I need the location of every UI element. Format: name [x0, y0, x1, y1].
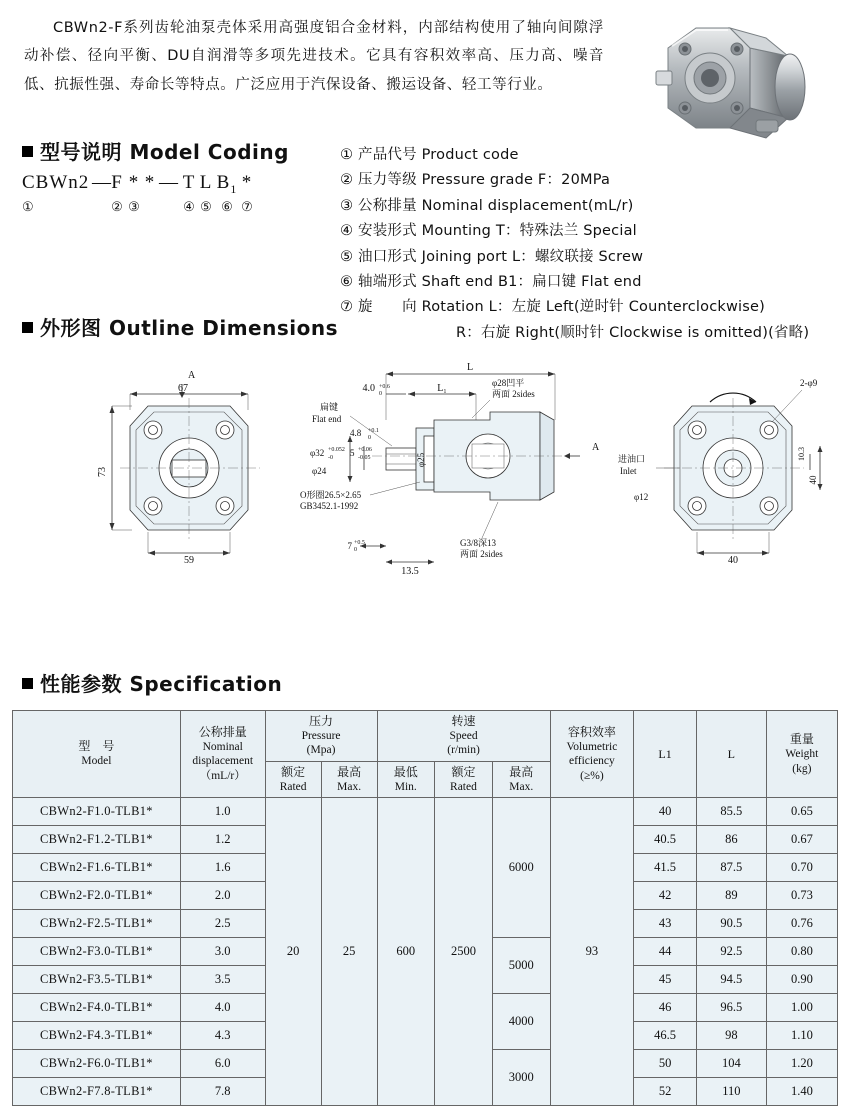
svg-text:+0.06: +0.06: [358, 447, 372, 453]
bullet-square-icon: [22, 146, 33, 157]
cell-model: CBWn2-F1.2-TLB1*: [13, 826, 181, 854]
cell-weight: 0.76: [766, 910, 837, 938]
header-displacement-unit: （mL/r）: [199, 769, 246, 782]
cell-displacement: 2.5: [180, 910, 265, 938]
header-speed-unit: (r/min): [447, 744, 480, 757]
header-displacement-cn: 公称排量: [198, 725, 247, 739]
svg-text:40: 40: [728, 555, 738, 566]
cell-weight: 1.20: [766, 1050, 837, 1078]
legend-num: ②: [340, 172, 354, 189]
header-speed: [377, 711, 550, 762]
header-weight-unit: (kg): [792, 762, 812, 775]
marker-6: ⑥: [221, 198, 233, 214]
outline-drawing: [20, 350, 830, 650]
svg-text:A: A: [592, 442, 600, 453]
cell-displacement: 7.8: [180, 1078, 265, 1106]
header-pressure-en: Pressure: [301, 730, 341, 742]
cell-model: CBWn2-F1.0-TLB1*: [13, 798, 181, 826]
code-star-3: *: [241, 172, 253, 193]
header-model-cn: 型 号: [78, 739, 115, 754]
legend-text: R：右旋 Right(顺时针 Clockwise is omitted)(省略): [456, 324, 810, 341]
header-pressure-cn: 压力: [309, 714, 334, 728]
cell-l: 85.5: [696, 798, 766, 826]
legend-num: ①: [340, 147, 354, 163]
header-speed-max: 最高 Max.: [492, 761, 550, 797]
svg-text:扁键: 扁键: [320, 402, 339, 412]
header-model: [13, 711, 181, 798]
svg-text:5: 5: [350, 448, 355, 458]
legend-text: 产品代号 Product code: [358, 147, 519, 163]
cell-model: CBWn2-F4.0-TLB1*: [13, 994, 181, 1022]
svg-text:L: L: [466, 362, 474, 373]
svg-text:13.5: 13.5: [401, 566, 419, 577]
left-view: [97, 370, 260, 566]
cell-l1: 45: [634, 966, 697, 994]
svg-text:φ32: φ32: [310, 448, 325, 458]
header-efficiency-en: Volumetric efficiency: [566, 741, 618, 768]
cell-l: 90.5: [696, 910, 766, 938]
legend-item: [340, 143, 809, 168]
cell-l1: 46.5: [634, 1022, 697, 1050]
cell-l1: 41.5: [634, 854, 697, 882]
marker-1: ①: [22, 198, 34, 214]
cell-pressure-rated: 20: [265, 798, 321, 1106]
cell-speed-max: 6000: [492, 798, 550, 938]
section-heading-outline-text: 外形图 Outline Dimensions: [40, 316, 338, 340]
svg-text:两面 2sides: 两面 2sides: [460, 549, 503, 559]
bullet-square-icon: [22, 678, 33, 689]
svg-text:10.3: 10.3: [797, 447, 806, 461]
svg-text:4.0: 4.0: [362, 383, 375, 394]
section-heading-specification-text: 性能参数 Specification: [40, 672, 283, 696]
svg-text:φ12: φ12: [634, 492, 649, 502]
svg-text:40: 40: [808, 475, 818, 485]
marker-3: ③: [128, 198, 140, 214]
header-displacement: [180, 711, 265, 798]
legend-item: [340, 245, 809, 270]
header-efficiency-cn: 容积效率: [567, 725, 616, 739]
legend-num: ⑦: [340, 299, 354, 316]
cell-l: 110: [696, 1078, 766, 1106]
cell-l1: 44: [634, 938, 697, 966]
code-star-1: *: [128, 172, 140, 193]
header-speed-en: Speed: [449, 730, 478, 742]
section-heading-model-coding: [22, 136, 289, 165]
legend-text: 安装形式 Mounting T：特殊法兰 Special: [358, 223, 637, 240]
cell-weight: 0.90: [766, 966, 837, 994]
svg-text:+0.6: +0.6: [379, 384, 390, 390]
cell-displacement: 3.5: [180, 966, 265, 994]
section-heading-model-coding-text: 型号说明 Model Coding: [40, 140, 289, 164]
legend-item: [340, 219, 809, 244]
header-weight: [766, 711, 837, 798]
cell-l: 92.5: [696, 938, 766, 966]
intro-paragraph: CBWn2-F系列齿轮油泵壳体采用高强度铝合金材料，内部结构使用了轴向间隙浮动补偿、径向平衡、DU自润滑等多项先进技术。它具有容积效率高、压力高、噪音低、抗振性强、寿命长等特点。广泛应用于汽保设备、搬运设备、轻工等行业。: [24, 20, 604, 93]
svg-text:GB3452.1-1992: GB3452.1-1992: [300, 501, 359, 511]
cell-displacement: 1.2: [180, 826, 265, 854]
header-l: L: [696, 711, 766, 798]
legend-item: [340, 295, 809, 320]
legend-item: [340, 321, 809, 346]
svg-text:φ28凹平: φ28凹平: [492, 378, 525, 388]
svg-text:-0: -0: [328, 455, 333, 461]
legend-text: 轴端形式 Shaft end B1：扁口键 Flat end: [358, 273, 642, 290]
code-pressure-grade: F: [111, 172, 123, 193]
legend-item: [340, 270, 809, 295]
marker-2: ②: [111, 198, 123, 214]
header-speed-rated: 额定 Rated: [434, 761, 492, 797]
code-mounting: T: [182, 172, 196, 193]
svg-text:4.8: 4.8: [350, 428, 362, 438]
cell-l1: 46: [634, 994, 697, 1022]
cell-displacement: 4.3: [180, 1022, 265, 1050]
header-pressure: [265, 711, 377, 762]
middle-section-view: [300, 362, 600, 577]
cell-weight: 0.65: [766, 798, 837, 826]
code-dash-1: —: [92, 172, 112, 193]
svg-text:2-φ9: 2-φ9: [800, 378, 818, 388]
header-efficiency: [550, 711, 634, 798]
svg-text:7: 7: [347, 541, 352, 551]
cell-model: CBWn2-F6.0-TLB1*: [13, 1050, 181, 1078]
svg-text:67: 67: [178, 383, 188, 394]
cell-displacement: 2.0: [180, 882, 265, 910]
table-row: [13, 798, 838, 826]
header-weight-en: Weight: [785, 748, 819, 761]
legend-text: 公称排量 Nominal displacement(mL/r): [358, 197, 634, 214]
code-shaft-end: $B_1$: [216, 172, 238, 196]
right-view: [618, 378, 823, 566]
cell-model: CBWn2-F3.5-TLB1*: [13, 966, 181, 994]
model-coding-markers: [22, 199, 322, 215]
header-model-en: Model: [81, 755, 112, 768]
legend-text: 旋 向 Rotation L：左旋 Left(逆时针 Counterclockwise): [358, 299, 765, 316]
cell-model: CBWn2-F7.8-TLB1*: [13, 1078, 181, 1106]
cell-l: 96.5: [696, 994, 766, 1022]
cell-speed-min: 600: [377, 798, 434, 1106]
marker-5: ⑤: [200, 198, 212, 214]
cell-l1: 52: [634, 1078, 697, 1106]
legend-text: 压力等级 Pressure grade F：20MPa: [358, 172, 611, 189]
header-pressure-unit: (Mpa): [306, 744, 336, 757]
header-weight-cn: 重量: [789, 732, 814, 747]
cell-l: 89: [696, 882, 766, 910]
table-body: [13, 798, 838, 1106]
header-efficiency-unit: (≥%): [580, 769, 604, 782]
cell-weight: 1.40: [766, 1078, 837, 1106]
cell-speed-rated: 2500: [434, 798, 492, 1106]
cell-displacement: 6.0: [180, 1050, 265, 1078]
svg-text:0: 0: [354, 547, 357, 553]
svg-text:-0.05: -0.05: [358, 455, 371, 461]
cell-l: 98: [696, 1022, 766, 1050]
svg-text:Inlet: Inlet: [620, 466, 637, 476]
table-header: [13, 711, 838, 798]
code-star-2: *: [144, 172, 156, 193]
legend-item: [340, 168, 809, 193]
cell-weight: 0.73: [766, 882, 837, 910]
legend-num: ⑥: [340, 273, 354, 290]
svg-text:Flat end: Flat end: [312, 414, 342, 424]
cell-model: CBWn2-F2.5-TLB1*: [13, 910, 181, 938]
svg-text:O形圈26.5×2.65: O形圈26.5×2.65: [300, 490, 362, 500]
legend-num: ③: [340, 197, 354, 214]
section-heading-specification: [22, 668, 282, 697]
svg-text:A: A: [188, 370, 196, 381]
cell-l1: 40: [634, 798, 697, 826]
svg-text:G3/8深13: G3/8深13: [460, 538, 497, 548]
cell-l: 94.5: [696, 966, 766, 994]
cell-displacement: 4.0: [180, 994, 265, 1022]
svg-text:73: 73: [97, 467, 108, 477]
cell-model: CBWn2-F3.0-TLB1*: [13, 938, 181, 966]
cell-l: 86: [696, 826, 766, 854]
cell-weight: 1.00: [766, 994, 837, 1022]
legend-num: ④: [340, 223, 354, 240]
cell-model: CBWn2-F4.3-TLB1*: [13, 1022, 181, 1050]
header-l1: L1: [634, 711, 697, 798]
svg-text:φ25: φ25: [416, 452, 426, 468]
header-pressure-rated: 额定 Rated: [265, 761, 321, 797]
svg-text:+0.5: +0.5: [354, 540, 365, 546]
cell-l: 87.5: [696, 854, 766, 882]
svg-text:+0.1: +0.1: [368, 428, 379, 434]
marker-7: ⑦: [241, 198, 253, 214]
cell-speed-max: 5000: [492, 938, 550, 994]
cell-l1: 43: [634, 910, 697, 938]
cell-efficiency: 93: [550, 798, 634, 1106]
cell-l: 104: [696, 1050, 766, 1078]
svg-text:0: 0: [368, 435, 371, 441]
section-heading-outline: [22, 312, 338, 341]
model-coding-row: [22, 172, 322, 197]
svg-text:0: 0: [379, 391, 382, 397]
cell-model: CBWn2-F1.6-TLB1*: [13, 854, 181, 882]
cell-displacement: 3.0: [180, 938, 265, 966]
cell-pressure-max: 25: [321, 798, 377, 1106]
svg-text:59: 59: [184, 555, 194, 566]
header-displacement-en: Nominal displacement: [192, 741, 254, 768]
header-pressure-max: 最高 Max.: [321, 761, 377, 797]
legend-num: ⑤: [340, 248, 354, 265]
cell-speed-max: 4000: [492, 994, 550, 1050]
svg-text:φ24: φ24: [312, 466, 327, 476]
cell-l1: 40.5: [634, 826, 697, 854]
bullet-square-icon: [22, 322, 33, 333]
cell-displacement: 1.6: [180, 854, 265, 882]
header-speed-min: 最低 Min.: [377, 761, 434, 797]
cell-weight: 0.70: [766, 854, 837, 882]
cell-l1: 42: [634, 882, 697, 910]
code-product-name: CBWn2: [22, 172, 90, 193]
svg-text:+0.052: +0.052: [328, 447, 345, 453]
cell-model: CBWn2-F2.0-TLB1*: [13, 882, 181, 910]
legend-text: 油口形式 Joining port L：螺纹联接 Screw: [358, 248, 644, 265]
svg-text:L₁: L₁: [437, 383, 447, 394]
cell-weight: 0.80: [766, 938, 837, 966]
cell-weight: 0.67: [766, 826, 837, 854]
cell-displacement: 1.0: [180, 798, 265, 826]
marker-4: ④: [183, 198, 195, 214]
cell-weight: 1.10: [766, 1022, 837, 1050]
cell-l1: 50: [634, 1050, 697, 1078]
model-coding-legend: [340, 143, 809, 346]
cell-speed-max: 3000: [492, 1050, 550, 1106]
header-speed-cn: 转速: [451, 714, 476, 728]
model-coding-diagram: [22, 172, 322, 215]
code-joining-port: L: [199, 172, 213, 193]
legend-item: [340, 194, 809, 219]
svg-text:进油口: 进油口: [618, 454, 646, 464]
code-dash-2: —: [159, 172, 179, 193]
specification-table: [12, 710, 838, 1106]
svg-text:两面 2sides: 两面 2sides: [492, 389, 535, 399]
